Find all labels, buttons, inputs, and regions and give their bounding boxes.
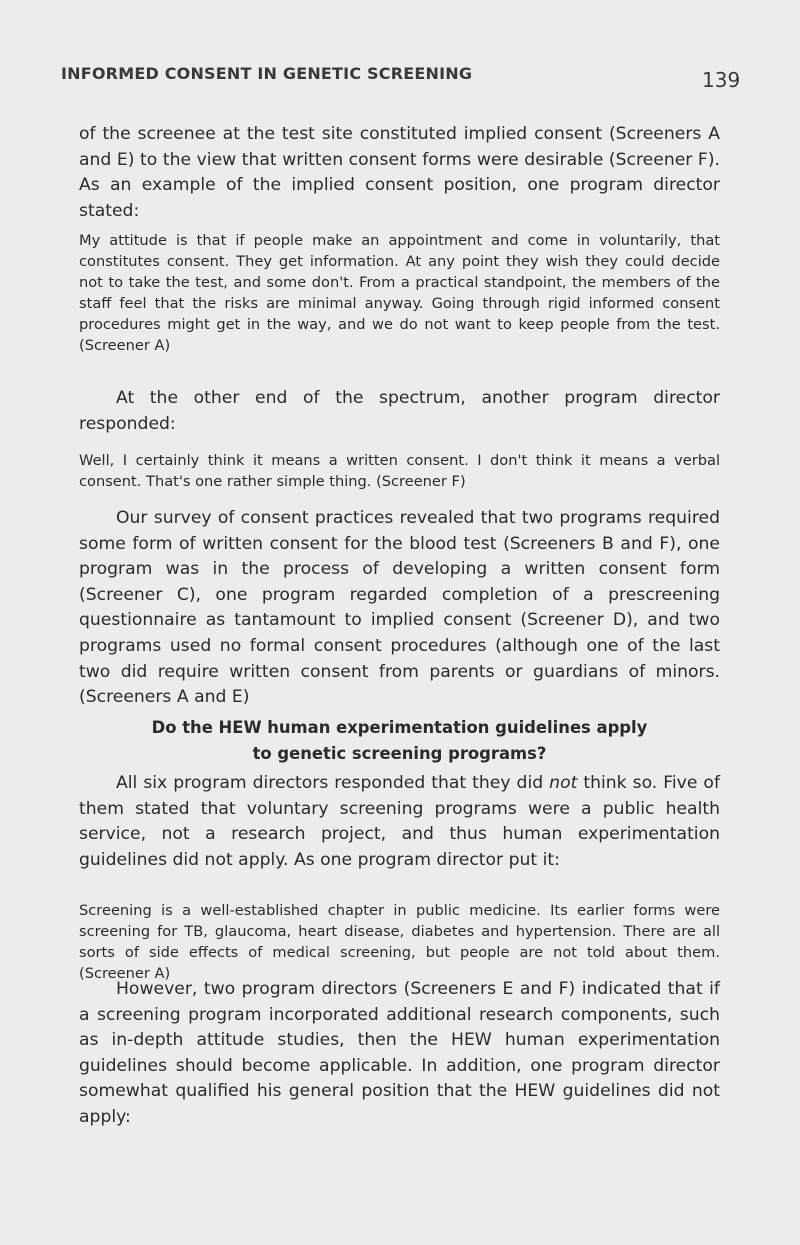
paragraph-4-emphasis: not [549,773,578,793]
block-quote-1: My attitude is that if people make an appointment and come in voluntarily, that constitutes consent. They get information. At any point they wish they could decide not to take the test, and some don't. From a practical standpoint, the members of the staff feel that the risks are minimal anyway. Going through rigid informed consent procedures might get in the way, and we do not want to keep people from the test. (Screener A) [79,232,720,354]
block-quote-2: Well, I certainly think it means a written consent. I don't think it means a verbal consent. That's one rather simple thing. (Screener F) [79,452,720,490]
paragraph-1: of the screenee at the test site constituted implied consent (Screeners A and E) to the view that written consent forms were desirable (Screener F). As an example of the implied consent position, one program director stated: [79,124,720,221]
section-heading-line-1: Do the HEW human experimentation guidelines apply [151,718,648,737]
paragraph-5: However, two program directors (Screeners E and F) indicated that if a screening program incorporated additional research components, such as in-depth attitude studies, then the HEW human experimentation guidelines should become applicable. In addition, one program director somewhat qualified his general position that the HEW guidelines did not apply: [79,979,720,1127]
paragraph-4-text-end: think so. Five of them stated that voluntary screening programs were a public health service, not a research project, and thus human experimentation guidelines did not apply. As one program director put it: [79,773,720,870]
section-heading [79,715,720,767]
page-number: 139 [702,68,741,92]
running-head: INFORMED CONSENT IN GENETIC SCREENING [61,64,473,83]
section-heading-line-2: to genetic screening programs? [252,744,547,763]
paragraph-4 [79,771,720,873]
block-quote-3: Screening is a well-established chapter in public medicine. Its earlier forms were screening for TB, glaucoma, heart disease, diabetes and hypertension. There are all sorts of side effects of medical screening, but people are not told about them. (Screener A) [79,902,720,982]
paragraph-3: Our survey of consent practices revealed that two programs required some form of written consent for the blood test (Screeners B and F), one program was in the process of developing a written consent form (Screener C), one program regarded completion of a prescreening questionnaire as tantamount to implied consent (Screener D), and two programs used no formal consent procedures (although one of the last two did require written consent from parents or guardians of minors. (Screeners A and E) [79,508,720,708]
paragraph-4-text-start: All six program directors responded that they did [116,773,550,793]
paragraph-2: At the other end of the spectrum, another program director responded: [79,388,720,434]
